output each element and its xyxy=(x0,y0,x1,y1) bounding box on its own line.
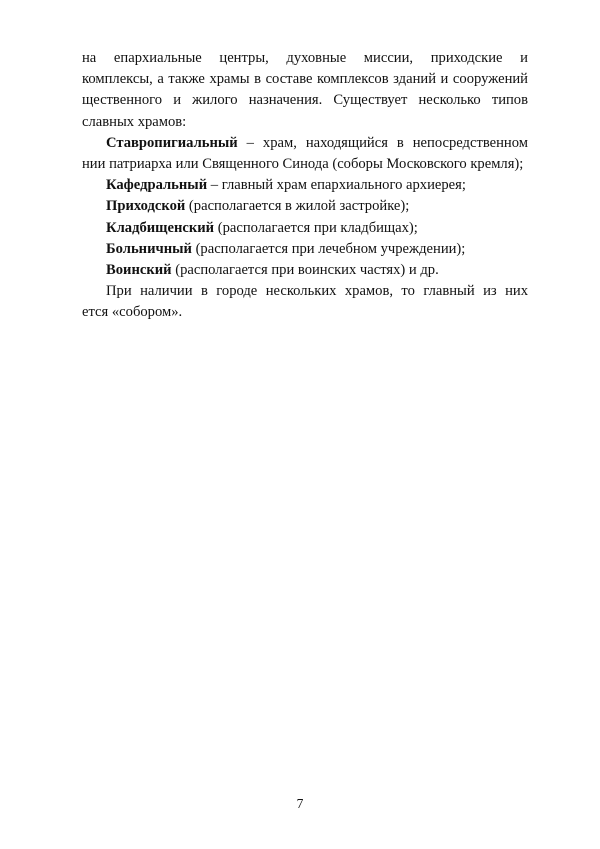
text-line: ется «собором». xyxy=(82,304,183,321)
type-item-cemetery xyxy=(82,218,528,239)
desc-cathedral: – главный храм епархиального архиерея; xyxy=(207,177,466,194)
text-line: При наличии в городе нескольких храмов, то главный из них xyxy=(106,283,528,300)
text-line: комплексы, а также храмы в составе комплексов зданий и сооружений xyxy=(82,71,528,88)
type-item-military xyxy=(82,260,528,281)
type-item-hospital xyxy=(82,239,528,260)
term-parish: Приходской xyxy=(106,198,186,215)
desc-hospital: (располагается при лечебном учреждении); xyxy=(191,240,466,257)
term-cemetery: Кладбищенский xyxy=(106,219,215,236)
page-number: 7 xyxy=(296,796,304,811)
desc-cemetery: (располагается при кладбищах); xyxy=(214,219,418,236)
text-line: щественного и жилого назначения. Существует несколько типов xyxy=(82,92,528,109)
text-line: славных храмов: xyxy=(82,113,187,130)
type-item-parish xyxy=(82,196,528,217)
term-hospital: Больничный xyxy=(106,240,192,257)
desc-parish: (располагается в жилой застройке); xyxy=(185,198,410,215)
body-text xyxy=(82,48,528,323)
type-item-stavropegial xyxy=(82,133,528,154)
term-cathedral: Кафедральный xyxy=(106,177,208,194)
text-line: нии патриарха или Священного Синода (соборы Московского кремля); xyxy=(82,155,524,172)
term-military: Воинский xyxy=(106,261,172,278)
term-stavropegial: Ставропигиальный xyxy=(106,134,238,151)
type-item-cathedral xyxy=(82,175,528,196)
desc-military: (располагается при воинских частях) и др. xyxy=(171,261,439,278)
desc-stavropegial: – храм, находящийся в непосредственном xyxy=(246,134,528,151)
text-line: на епархиальные центры, духовные миссии, приходские и xyxy=(82,50,528,66)
